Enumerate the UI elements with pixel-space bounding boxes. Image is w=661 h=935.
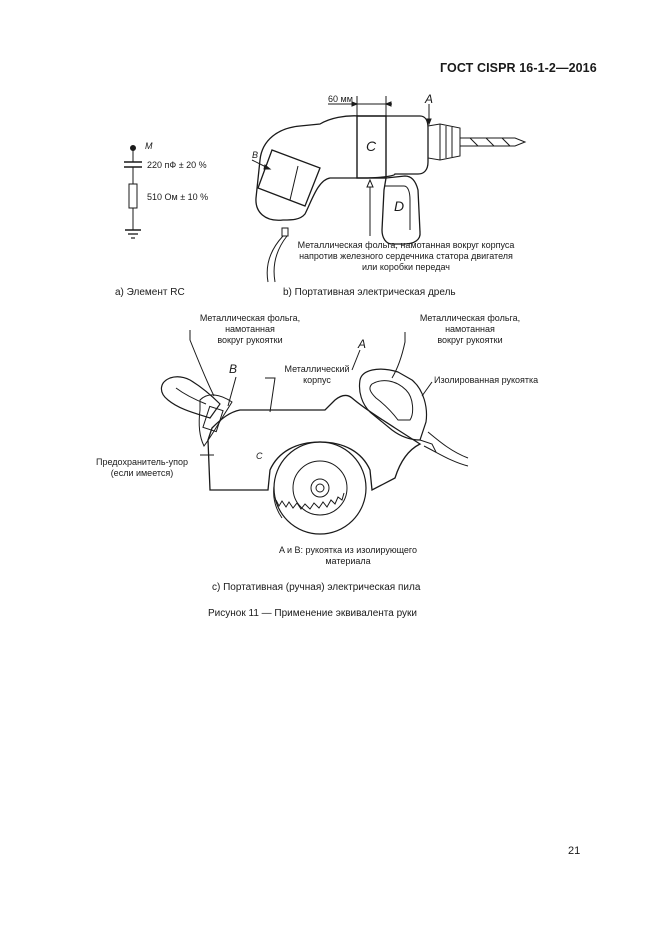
label-m: M — [145, 141, 153, 151]
saw-insulated-handle: Изолированная рукоятка — [434, 375, 539, 385]
drill-foil-note-line2: напротив железного сердечника статора двигателя — [299, 251, 513, 261]
saw-metal-body-note — [277, 364, 357, 386]
page-number: 21 — [568, 845, 581, 857]
saw-foil-left-line3: вокруг рукоятки — [217, 335, 283, 345]
saw-foil-right-line3: вокруг рукоятки — [437, 335, 503, 345]
drill-foil-note-line3: или коробки передач — [362, 262, 450, 272]
saw-drawing — [161, 330, 468, 534]
capacitor-value: 220 пФ ± 20 % — [147, 160, 207, 170]
saw-foil-right-line1: Металлическая фольга, — [419, 313, 521, 323]
saw-guard-note — [86, 457, 198, 479]
saw-label-c: C — [256, 451, 263, 461]
rc-element-schematic — [124, 146, 142, 239]
dimension-label: 60 мм — [328, 94, 353, 104]
saw-material-note-line1: A и B: рукоятка из изолирующего — [279, 545, 417, 555]
caption-a: a) Элемент RC — [115, 287, 185, 298]
figure-title: Рисунок 11 — Применение эквивалента руки — [208, 608, 418, 619]
saw-foil-left-line1: Металлическая фольга, — [199, 313, 301, 323]
saw-foil-left-line2: намотанная — [225, 324, 275, 334]
saw-metal-body-line1: Металлический — [284, 364, 350, 374]
drill-foil-note-line1: Металлическая фольга, намотанная вокруг корпуса — [297, 240, 515, 250]
drill-foil-note — [282, 240, 530, 273]
caption-c: c) Портативная (ручная) электрическая пила — [212, 582, 421, 593]
saw-label-a: A — [358, 337, 367, 351]
saw-material-note-line2: материала — [325, 556, 371, 566]
resistor-value: 510 Ом ± 10 % — [147, 192, 209, 202]
saw-foil-right-note — [410, 313, 530, 346]
drill-label-c: C — [366, 138, 377, 154]
drill-label-d: D — [394, 198, 405, 214]
saw-material-note — [268, 545, 428, 567]
saw-metal-body-line2: корпус — [303, 375, 331, 385]
saw-label-b: B — [229, 362, 238, 376]
saw-guard-line1: Предохранитель-упор — [96, 457, 188, 467]
saw-guard-line2: (если имеется) — [110, 468, 174, 478]
drill-label-b: B — [252, 150, 259, 160]
saw-foil-left-note — [190, 313, 310, 346]
caption-b: b) Портативная электрическая дрель — [283, 287, 456, 298]
drill-label-a: A — [425, 92, 434, 106]
document-header: ГОСТ CISPR 16-1-2—2016 — [440, 61, 597, 75]
saw-foil-right-line2: намотанная — [445, 324, 495, 334]
